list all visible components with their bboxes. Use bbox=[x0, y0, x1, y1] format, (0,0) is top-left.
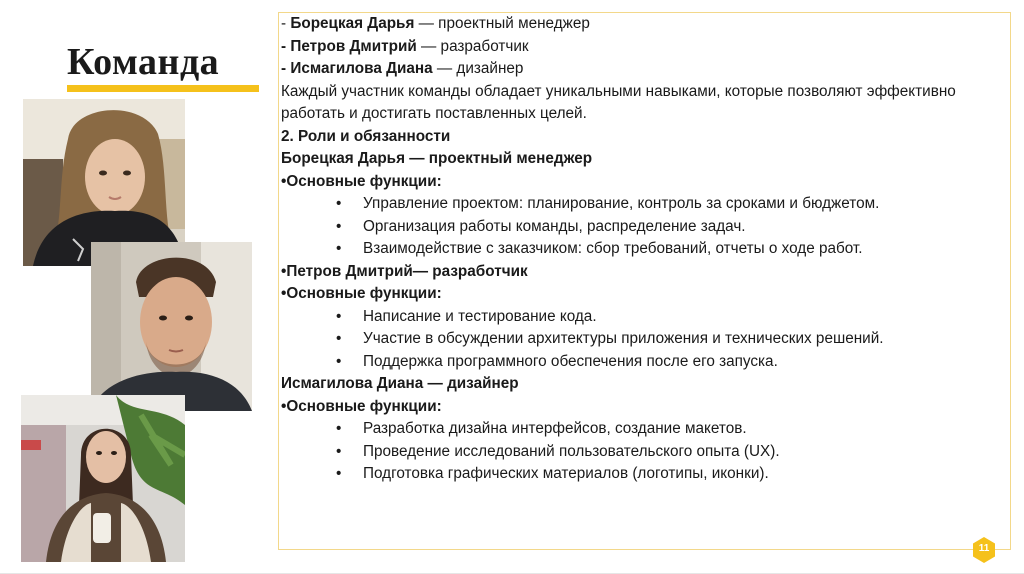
member-role: — дизайнер bbox=[432, 60, 524, 77]
list-item-text: Написание и тестирование кода. bbox=[363, 307, 597, 325]
slide-text bbox=[281, 13, 1001, 486]
bullet: • bbox=[336, 195, 342, 212]
list-item bbox=[281, 193, 1001, 216]
functions-label: •Основные функции: bbox=[281, 172, 442, 190]
slide-title: Команда bbox=[67, 41, 220, 83]
list-item-text: Взаимодействие с заказчиком: сбор требований, отчеты о ходе работ. bbox=[363, 240, 863, 257]
member-name: Борецкая Дарья bbox=[290, 15, 415, 32]
team-list-item bbox=[281, 58, 1001, 81]
team-photo-3 bbox=[21, 395, 185, 562]
team-list-item bbox=[281, 13, 1001, 36]
list-item-text: Разработка дизайна интерфейсов, создание макетов. bbox=[363, 420, 747, 437]
page-number: 11 bbox=[978, 543, 990, 554]
member-heading: Исмагилова Диана — дизайнер bbox=[281, 375, 519, 392]
list-item-text: Организация работы команды, распределение задач. bbox=[363, 217, 746, 235]
list-item-text: Поддержка программного обеспечения после его запуска. bbox=[363, 352, 778, 370]
bullet: • bbox=[336, 465, 342, 482]
list-item-text: Подготовка графических материалов (логотипы, иконки). bbox=[363, 465, 769, 482]
dash: - bbox=[281, 15, 291, 32]
member-heading: Борецкая Дарья — проектный менеджер bbox=[281, 150, 593, 167]
dash: - bbox=[281, 37, 291, 55]
section-heading: 2. Роли и обязанности bbox=[281, 127, 451, 145]
member-role: — разработчик bbox=[416, 37, 529, 55]
bullet: • bbox=[336, 240, 342, 257]
intro-paragraph: Каждый участник команды обладает уникальными навыками, которые позволяют эффективно работать и достигать поставленных целей. bbox=[281, 82, 956, 122]
bullet: • bbox=[336, 420, 342, 437]
functions-label: •Основные функции: bbox=[281, 397, 442, 415]
team-photo-2 bbox=[91, 242, 252, 411]
dash: - bbox=[281, 60, 291, 77]
bullet: • bbox=[336, 217, 342, 235]
list-item bbox=[281, 328, 1001, 351]
list-item bbox=[281, 418, 1001, 441]
team-list-item bbox=[281, 36, 1001, 59]
member-name: Исмагилова Диана bbox=[290, 60, 433, 77]
list-item bbox=[281, 463, 1001, 486]
functions-label: •Основные функции: bbox=[281, 285, 442, 302]
bullet: • bbox=[336, 352, 342, 370]
bullet: • bbox=[336, 442, 342, 460]
bullet: • bbox=[336, 307, 342, 325]
list-item bbox=[281, 238, 1001, 261]
list-item-text: Участие в обсуждении архитектуры приложения и технических решений. bbox=[363, 330, 884, 347]
list-item bbox=[281, 216, 1001, 239]
list-item-text: Проведение исследований пользовательского опыта (UX). bbox=[363, 442, 780, 460]
list-item bbox=[281, 306, 1001, 329]
list-item bbox=[281, 441, 1001, 464]
title-underline bbox=[67, 85, 259, 92]
member-heading: •Петров Дмитрий— разработчик bbox=[281, 262, 528, 280]
member-name: Петров Дмитрий bbox=[290, 37, 417, 55]
list-item-text: Управление проектом: планирование, контроль за сроками и бюджетом. bbox=[363, 195, 880, 212]
member-role: — проектный менеджер bbox=[414, 15, 590, 32]
bullet: • bbox=[336, 330, 342, 347]
list-item bbox=[281, 351, 1001, 374]
team-photo-1 bbox=[23, 99, 185, 266]
